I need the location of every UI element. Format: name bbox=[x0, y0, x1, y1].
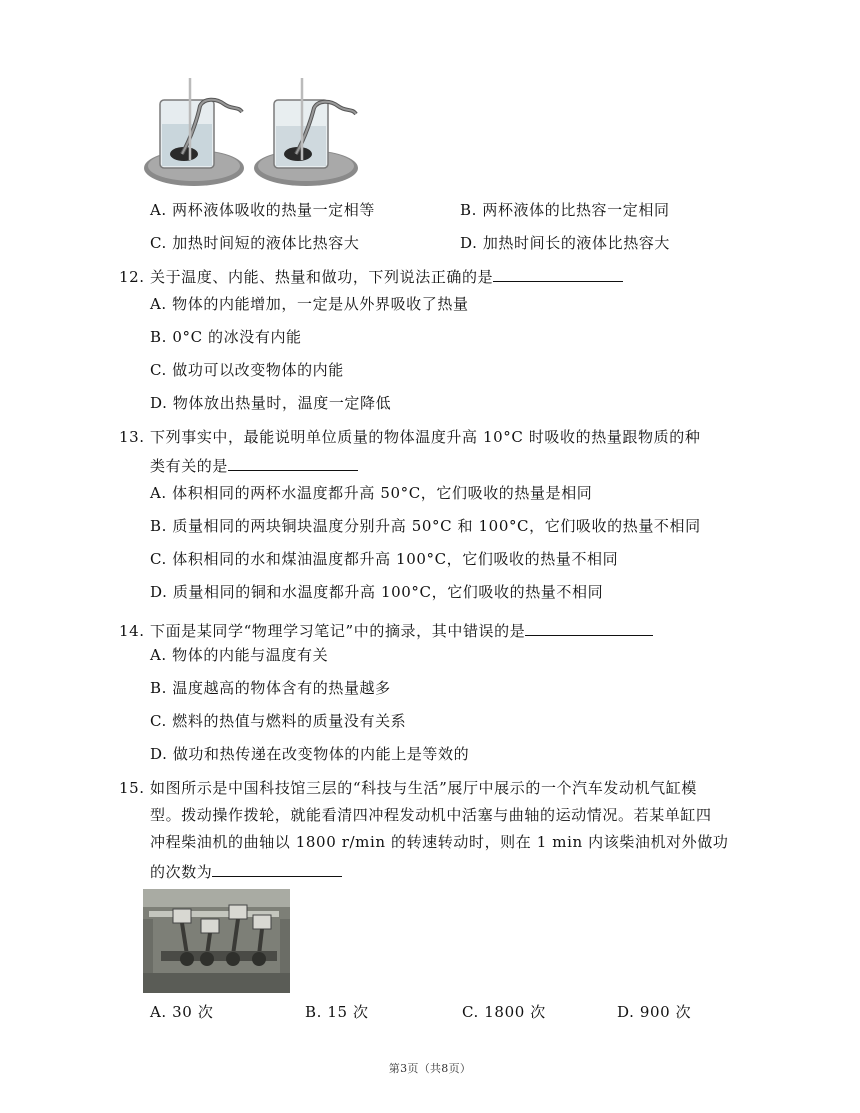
q14-option-a: A. 物体的内能与温度有关 bbox=[150, 646, 329, 664]
q13-stem-line1: 13. 下列事实中，最能说明单位质量的物体温度升高 10°C 时吸收的热量跟物质的种 bbox=[119, 428, 701, 446]
q15-option-c: C. 1800 次 bbox=[462, 1003, 546, 1021]
q15-stem-line3: 冲程柴油机的曲轴以 1800 r/min 的转速转动时，则在 1 min 内该柴油机对外做功 bbox=[150, 833, 729, 851]
q12-option-a: A. 物体的内能增加，一定是从外界吸收了热量 bbox=[150, 295, 469, 313]
q13-option-a: A. 体积相同的两杯水温度都升高 50°C，它们吸收的热量是相同 bbox=[150, 484, 593, 502]
q12-answer-blank[interactable] bbox=[493, 267, 623, 282]
q12-option-b: B. 0°C 的冰没有内能 bbox=[150, 328, 302, 346]
engine-model-photo bbox=[143, 889, 290, 993]
q12-stem: 12. 关于温度、内能、热量和做功，下列说法正确的是 bbox=[119, 267, 623, 286]
q15-stem-line4: 的次数为 bbox=[150, 862, 342, 881]
q13-stem-line2: 类有关的是 bbox=[150, 456, 358, 475]
page-footer: 第3页（共8页） bbox=[388, 1062, 472, 1075]
q15-answer-blank[interactable] bbox=[212, 862, 342, 877]
q15-stem-line2: 型。拨动操作拨轮，就能看清四冲程发动机中活塞与曲轴的运动情况。若某单缸四 bbox=[150, 806, 712, 824]
beaker-photo-left bbox=[142, 76, 246, 188]
q14-option-c: C. 燃料的热值与燃料的质量没有关系 bbox=[150, 712, 407, 730]
q11-option-c: C. 加热时间短的液体比热容大 bbox=[150, 234, 360, 252]
q15-option-a: A. 30 次 bbox=[150, 1003, 214, 1021]
q15-option-b: B. 15 次 bbox=[305, 1003, 369, 1021]
q15-option-d: D. 900 次 bbox=[617, 1003, 692, 1021]
q15-stem-line1: 15. 如图所示是中国科技馆三层的“科技与生活”展厅中展示的一个汽车发动机气缸模 bbox=[119, 779, 697, 797]
q14-option-b: B. 温度越高的物体含有的热量越多 bbox=[150, 679, 391, 697]
q14-option-d: D. 做功和热传递在改变物体的内能上是等效的 bbox=[150, 745, 470, 763]
q13-option-d: D. 质量相同的铜和水温度都升高 100°C，它们吸收的热量不相同 bbox=[150, 583, 604, 601]
q12-option-c: C. 做功可以改变物体的内能 bbox=[150, 361, 344, 379]
q13-option-b: B. 质量相同的两块铜块温度分别升高 50°C 和 100°C，它们吸收的热量不相同 bbox=[150, 517, 701, 535]
q11-option-b: B. 两杯液体的比热容一定相同 bbox=[460, 201, 670, 219]
q11-option-d: D. 加热时间长的液体比热容大 bbox=[460, 234, 671, 252]
q13-answer-blank[interactable] bbox=[228, 456, 358, 471]
q13-option-c: C. 体积相同的水和煤油温度都升高 100°C，它们吸收的热量不相同 bbox=[150, 550, 619, 568]
q14-answer-blank[interactable] bbox=[525, 621, 653, 636]
q11-option-a: A. 两杯液体吸收的热量一定相等 bbox=[150, 201, 375, 219]
q12-option-d: D. 物体放出热量时，温度一定降低 bbox=[150, 394, 392, 412]
q14-stem: 14. 下面是某同学“物理学习笔记”中的摘录，其中错误的是 bbox=[119, 621, 653, 640]
beaker-photo-right bbox=[252, 76, 360, 188]
